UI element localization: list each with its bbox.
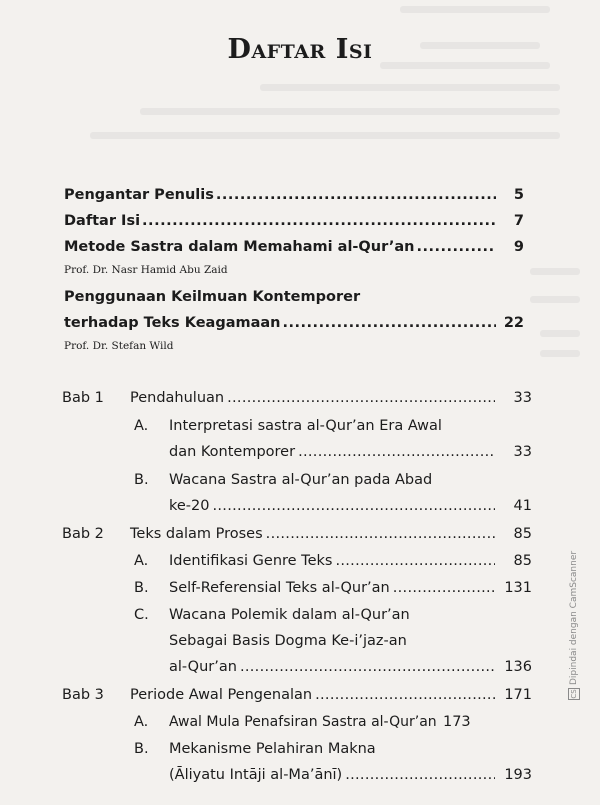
- section-row[interactable]: [62, 418, 532, 444]
- section-row[interactable]: [62, 580, 532, 606]
- leader-dots: [240, 659, 495, 675]
- chapter-page: 171: [504, 687, 532, 703]
- toc-entry-author: Prof. Dr. Stefan Wild: [64, 340, 174, 352]
- section-title: (Āliyatu Intāji al-Ma’ānī): [169, 767, 343, 783]
- section-row[interactable]: [62, 553, 532, 579]
- section-page: 131: [504, 580, 532, 596]
- toc-entry-page: 5: [513, 187, 524, 203]
- section-row-cont[interactable]: [62, 659, 532, 685]
- watermark-text: Dipindai dengan CamScanner: [569, 550, 579, 685]
- chapter-page: 85: [513, 526, 532, 542]
- section-letter: A.: [134, 714, 149, 730]
- chapter-page: 33: [513, 390, 532, 406]
- toc-entry-page: 7: [513, 213, 524, 229]
- section-title: Awal Mula Penafsiran Sastra al-Qur’an: [169, 714, 437, 730]
- section-letter: A.: [134, 553, 149, 569]
- chapter-row-bab-1[interactable]: [62, 390, 532, 416]
- section-page: 33: [513, 444, 532, 460]
- toc-entry-metode-sastra[interactable]: [64, 239, 524, 261]
- leader-dots: [142, 213, 496, 229]
- section-row-cont[interactable]: [62, 498, 532, 524]
- section-letter: B.: [134, 472, 149, 488]
- camscanner-icon: CS: [570, 689, 578, 699]
- section-row[interactable]: [62, 607, 532, 633]
- section-page: 136: [504, 659, 532, 675]
- chapter-row-bab-2[interactable]: [62, 526, 532, 552]
- leader-dots: [345, 767, 495, 783]
- leader-dots: [335, 553, 495, 569]
- leader-dots: [298, 444, 495, 460]
- chapter-label: Bab 2: [62, 526, 104, 542]
- toc-entry-page: 9: [513, 239, 524, 255]
- section-letter: B.: [134, 741, 149, 757]
- toc-entry-title: Metode Sastra dalam Memahami al-Qur’an: [64, 239, 415, 255]
- section-page: 85: [513, 553, 532, 569]
- section-title: Mekanisme Pelahiran Makna: [169, 741, 376, 757]
- chapter-title: Periode Awal Pengenalan: [130, 687, 313, 703]
- section-title: Identifikasi Genre Teks: [169, 553, 333, 569]
- section-letter: A.: [134, 418, 149, 434]
- section-title: Self-Referensial Teks al-Qur’an: [169, 580, 390, 596]
- chapter-title: Pendahuluan: [130, 390, 225, 406]
- chapter-label: Bab 3: [62, 687, 104, 703]
- toc-entry-title: Penggunaan Keilmuan Kontemporer: [64, 289, 361, 305]
- section-page: 173: [442, 714, 471, 730]
- leader-dots: [227, 390, 495, 406]
- chapter-title: Teks dalam Proses: [130, 526, 263, 542]
- section-row[interactable]: [62, 714, 532, 740]
- section-letter: C.: [134, 607, 149, 623]
- leader-dots: [315, 687, 495, 703]
- chapter-row-bab-3[interactable]: [62, 687, 532, 713]
- section-row-cont[interactable]: [62, 444, 532, 470]
- toc-entry-pengantar[interactable]: [64, 187, 524, 209]
- section-title: Interpretasi sastra al-Qur’an Era Awal: [169, 418, 442, 434]
- leader-dots: [416, 239, 496, 255]
- toc-entry-daftar-isi[interactable]: [64, 213, 524, 235]
- leader-dots: [266, 526, 495, 542]
- toc-entry-title: terhadap Teks Keagamaan: [64, 315, 281, 331]
- leader-dots: [393, 580, 495, 596]
- toc-entry-author: Prof. Dr. Nasr Hamid Abu Zaid: [64, 264, 228, 276]
- section-page: 193: [504, 767, 532, 783]
- section-title: dan Kontemporer: [169, 444, 296, 460]
- leader-dots: [283, 315, 496, 331]
- toc-entry-penggunaan[interactable]: [64, 315, 524, 337]
- section-row[interactable]: [62, 741, 532, 767]
- section-title: Wacana Polemik dalam al-Qur’an: [169, 607, 410, 623]
- leader-dots: [212, 498, 495, 514]
- chapter-label: Bab 1: [62, 390, 104, 406]
- toc-entry-title: Daftar Isi: [64, 213, 141, 229]
- section-title: Sebagai Basis Dogma Ke-i’jaz-an: [169, 633, 407, 649]
- section-title: al-Qur’an: [169, 659, 237, 675]
- section-row[interactable]: [62, 472, 532, 498]
- section-title: Wacana Sastra al-Qur’an pada Abad: [169, 472, 433, 488]
- scanner-watermark: [568, 551, 580, 700]
- section-title: ke-20: [169, 498, 210, 514]
- section-letter: B.: [134, 580, 149, 596]
- toc-entry-penggunaan-line1[interactable]: [64, 289, 524, 311]
- page-title: Daftar Isi: [227, 34, 373, 65]
- leader-dots: [216, 187, 496, 203]
- section-row-cont[interactable]: [62, 767, 532, 793]
- section-row-cont[interactable]: [62, 633, 532, 659]
- section-page: 41: [513, 498, 532, 514]
- toc-entry-page: 22: [503, 315, 524, 331]
- toc-entry-title: Pengantar Penulis: [64, 187, 214, 203]
